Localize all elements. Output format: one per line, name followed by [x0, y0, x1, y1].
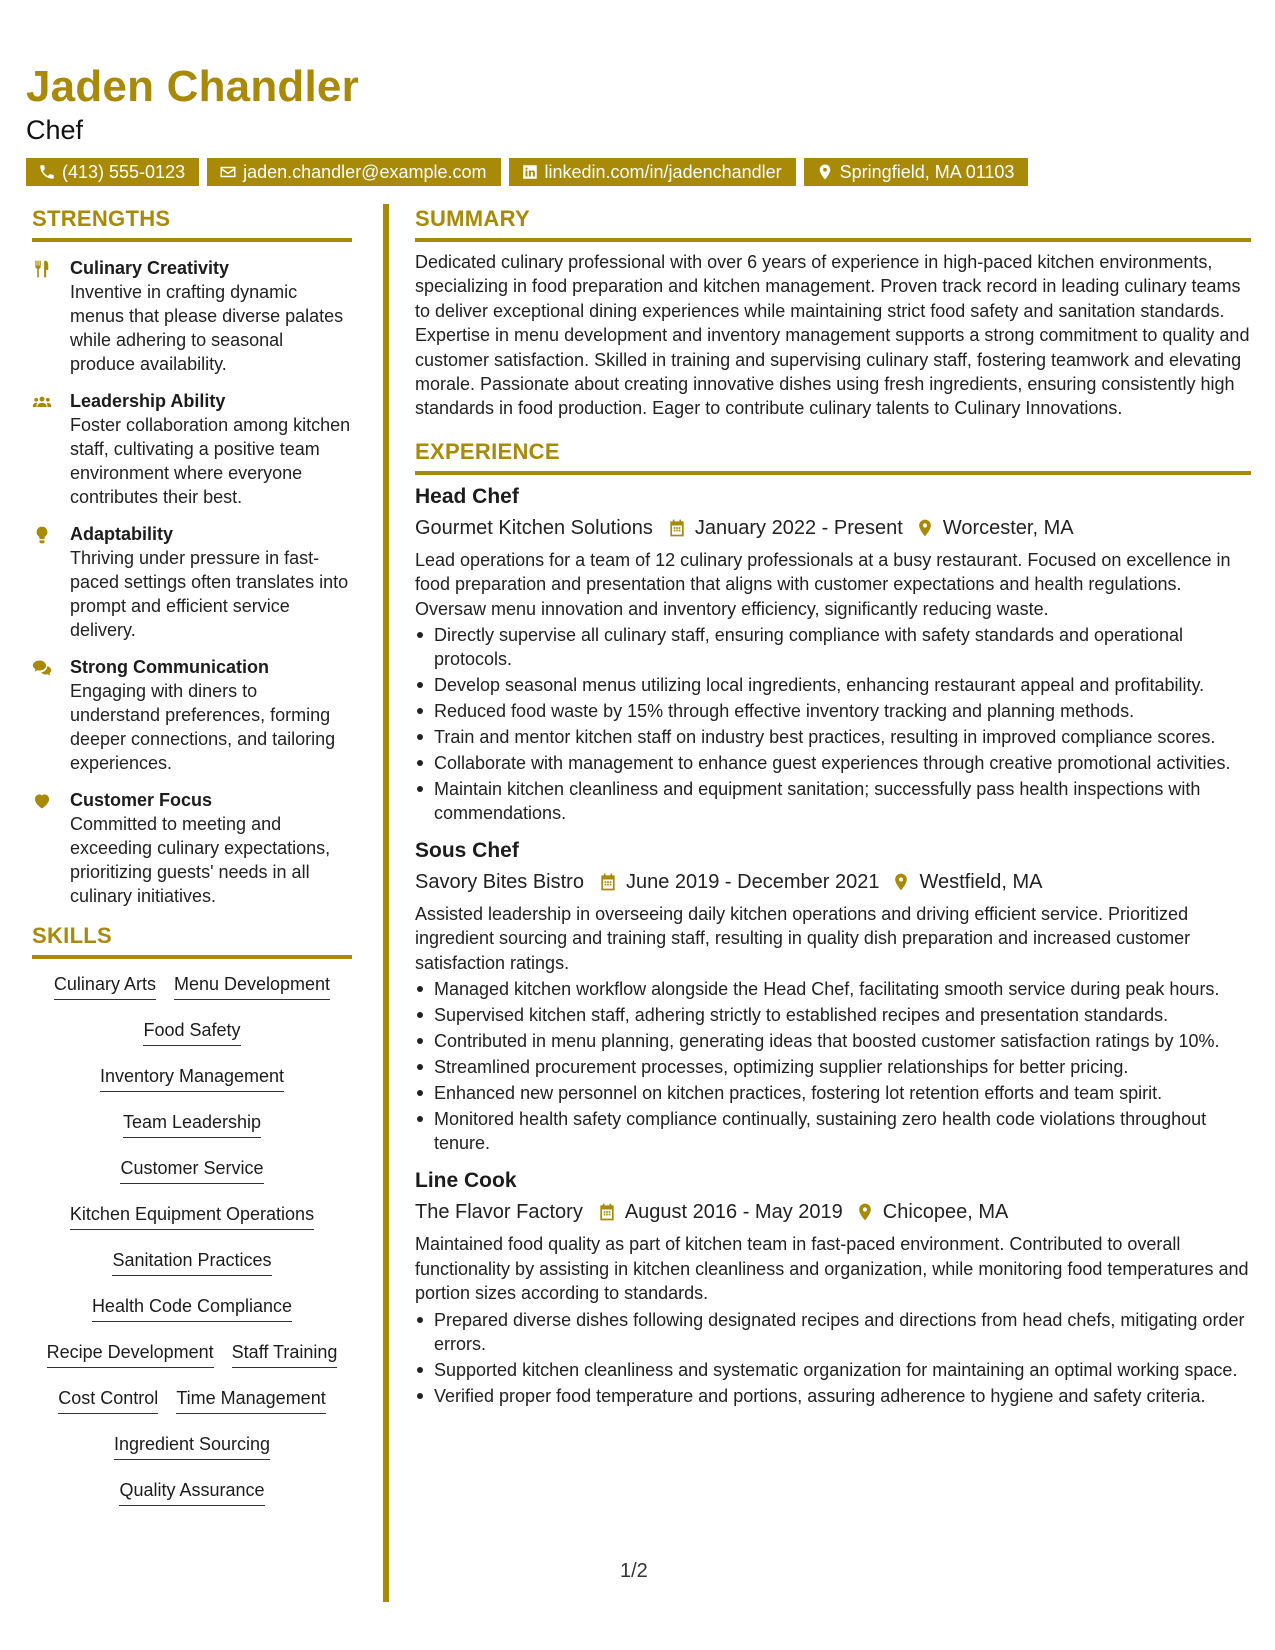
- list-item: Directly supervise all culinary staff, ensuring compliance with safety standards and operational protocols.: [415, 623, 1251, 671]
- linkedin-icon: [521, 163, 539, 181]
- left-column: [32, 204, 352, 1523]
- users-icon: [32, 392, 52, 412]
- lightbulb-icon: [32, 525, 52, 545]
- location-pin-icon: [891, 872, 911, 892]
- contact-email[interactable]: [207, 158, 500, 186]
- strength-desc: Thriving under pressure in fast-paced settings often translates into prompt and efficient service delivery.: [70, 548, 349, 640]
- job-description: Assisted leadership in overseeing daily kitchen operations and driving efficient service. Prioritized ingredient sourcing and training staff, resulting in quality dish preparation and increased customer satisfaction ratings.: [415, 904, 1191, 973]
- envelope-icon: [219, 163, 237, 181]
- strength-title: Culinary Creativity: [70, 258, 230, 278]
- skill-tag: Ingredient Sourcing: [114, 1431, 270, 1460]
- contact-phone[interactable]: [26, 158, 199, 186]
- right-column: [415, 204, 1251, 1410]
- strength-item: [32, 788, 352, 908]
- candidate-role: Chef: [26, 115, 84, 145]
- job-location: Westfield, MA: [919, 871, 1043, 894]
- skill-tag: Menu Development: [174, 971, 330, 1000]
- job-company: Savory Bites Bistro: [415, 871, 584, 894]
- job-description: Lead operations for a team of 12 culinary professionals at a busy restaurant. Focused on excellence in food preparation and presentation that aligns with customer expectations and health regulations. Oversaw menu innovation and inventory efficiency, significantly reducing waste.: [415, 549, 1231, 619]
- skill-tag: Customer Service: [120, 1155, 263, 1184]
- utensils-icon: [32, 259, 52, 279]
- job-dates: August 2016 - May 2019: [624, 1201, 843, 1224]
- skill-tag: Quality Assurance: [119, 1477, 264, 1506]
- contact-linkedin[interactable]: [509, 158, 796, 186]
- contact-location-text: Springfield, MA 01103: [839, 161, 1015, 182]
- job-dates: January 2022 - Present: [694, 516, 903, 539]
- job-company: The Flavor Factory: [415, 1201, 583, 1224]
- job-title: Head Chef: [415, 484, 519, 508]
- list-item: Enhanced new personnel on kitchen practices, fostering lot retention efforts and team spirit.: [415, 1081, 1251, 1105]
- contact-phone-text: (413) 555-0123: [62, 161, 186, 182]
- strength-item: [32, 256, 352, 376]
- strength-desc: Committed to meeting and exceeding culinary expectations, prioritizing guests' needs in all culinary initiatives.: [70, 814, 331, 906]
- location-pin-icon: [855, 1202, 875, 1222]
- heart-icon: [32, 791, 52, 811]
- list-item: Contributed in menu planning, generating ideas that boosted customer satisfaction ratings by 10%.: [415, 1029, 1251, 1053]
- resume-header: [26, 62, 1256, 186]
- list-item: Managed kitchen workflow alongside the Head Chef, facilitating smooth service during peak hours.: [415, 977, 1251, 1001]
- skill-tag: Kitchen Equipment Operations: [70, 1201, 314, 1230]
- skill-tag: Health Code Compliance: [92, 1293, 292, 1322]
- skill-tag: Inventory Management: [100, 1063, 284, 1092]
- list-item: Monitored health safety compliance continually, sustaining zero health code violations throughout tenure.: [415, 1107, 1251, 1155]
- skills-heading: SKILLS: [32, 921, 352, 959]
- strength-item: [32, 655, 352, 775]
- job-entry: [415, 837, 1251, 1155]
- list-item: Streamlined procurement processes, optimizing supplier relationships for better pricing.: [415, 1055, 1251, 1079]
- strengths-heading: STRENGTHS: [32, 204, 352, 242]
- list-item: Train and mentor kitchen staff on industry best practices, resulting in improved compliance scores.: [415, 725, 1251, 749]
- job-meta: [415, 514, 1251, 542]
- list-item: Develop seasonal menus utilizing local ingredients, enhancing restaurant appeal and profitability.: [415, 673, 1251, 697]
- job-meta: [415, 1198, 1251, 1226]
- contact-bar: [26, 158, 1256, 186]
- strengths-list: [32, 256, 352, 908]
- job-bullets: [415, 977, 1251, 1155]
- job-entry: [415, 483, 1251, 825]
- phone-icon: [38, 163, 56, 181]
- job-title: Line Cook: [415, 1169, 517, 1193]
- candidate-name: Jaden Chandler: [26, 62, 359, 111]
- list-item: Supervised kitchen staff, adhering strictly to established recipes and presentation standards.: [415, 1003, 1251, 1027]
- job-meta: [415, 868, 1251, 896]
- job-location: Chicopee, MA: [882, 1201, 1009, 1224]
- job-dates: June 2019 - December 2021: [625, 871, 880, 894]
- skill-tag: Sanitation Practices: [112, 1247, 271, 1276]
- list-item: Verified proper food temperature and portions, assuring adherence to hygiene and safety criteria.: [415, 1384, 1251, 1408]
- skill-tag: Food Safety: [143, 1017, 240, 1046]
- contact-email-text: jaden.chandler@example.com: [243, 161, 487, 182]
- strength-desc: Inventive in crafting dynamic menus that please diverse palates while adhering to seasonal produce availability.: [70, 282, 344, 374]
- experience-heading: EXPERIENCE: [415, 437, 1251, 475]
- strength-item: [32, 389, 352, 509]
- skill-tag: Staff Training: [232, 1339, 338, 1368]
- skill-tag: Time Management: [176, 1385, 325, 1414]
- strength-desc: Engaging with diners to understand preferences, forming deeper connections, and tailoring experiences.: [70, 681, 336, 773]
- list-item: Maintain kitchen cleanliness and equipment sanitation; successfully pass health inspections with commendations.: [415, 777, 1251, 825]
- skill-tag: Culinary Arts: [54, 971, 156, 1000]
- list-item: Reduced food waste by 15% through effective inventory tracking and planning methods.: [415, 699, 1251, 723]
- calendar-icon: [598, 872, 618, 892]
- contact-location[interactable]: [804, 158, 1029, 186]
- job-title: Sous Chef: [415, 839, 519, 863]
- list-item: Supported kitchen cleanliness and systematic organization for maintaining an optimal working space.: [415, 1358, 1251, 1382]
- calendar-icon: [667, 518, 687, 538]
- strength-item: [32, 522, 352, 642]
- job-bullets: [415, 623, 1251, 825]
- strength-title: Customer Focus: [70, 790, 213, 810]
- job-entry: [415, 1167, 1251, 1407]
- job-bullets: [415, 1308, 1251, 1408]
- skill-tag: Recipe Development: [47, 1339, 214, 1368]
- column-divider: [383, 204, 389, 1602]
- summary-text: Dedicated culinary professional with over 6 years of experience in high-paced kitchen environments, specializing in food preparation and kitchen management. Proven track record in leading culinary teams to deliver exceptional dining experiences while maintaining strict food safety and sanitation standards. Expertise in menu development and inventory management supports a strong commitment to quality and customer satisfaction. Skilled in training and supervising culinary staff, fostering teamwork and elevating morale. Passionate about creating innovative dishes using fresh ingredients, ensuring consistently high standards in food production. Eager to contribute culinary talents to Culinary Innovations.: [415, 252, 1250, 419]
- job-company: Gourmet Kitchen Solutions: [415, 516, 653, 539]
- location-pin-icon: [915, 518, 935, 538]
- strength-title: Strong Communication: [70, 657, 269, 677]
- list-item: Prepared diverse dishes following designated recipes and directions from head chefs, mitigating order errors.: [415, 1308, 1251, 1356]
- list-item: Collaborate with management to enhance guest experiences through creative promotional activities.: [415, 751, 1251, 775]
- contact-linkedin-text: linkedin.com/in/jadenchandler: [544, 161, 782, 182]
- job-description: Maintained food quality as part of kitchen team in fast-paced environment. Contributed to overall functionality by assisting in kitchen cleanliness and organization, while monitoring food temperatures and portion sizes according to standards.: [415, 1234, 1249, 1304]
- strength-title: Leadership Ability: [70, 391, 226, 411]
- comments-icon: [32, 658, 52, 678]
- job-location: Worcester, MA: [942, 516, 1074, 539]
- calendar-icon: [597, 1202, 617, 1222]
- summary-heading: SUMMARY: [415, 204, 1251, 242]
- strength-title: Adaptability: [70, 524, 174, 544]
- page-number: 1/2: [620, 1560, 648, 1582]
- skill-tag: Team Leadership: [123, 1109, 261, 1138]
- skills-list: [32, 971, 352, 1523]
- skill-tag: Cost Control: [58, 1385, 158, 1414]
- location-pin-icon: [816, 163, 834, 181]
- strength-desc: Foster collaboration among kitchen staff, cultivating a positive team environment where everyone contributes their best.: [70, 415, 351, 507]
